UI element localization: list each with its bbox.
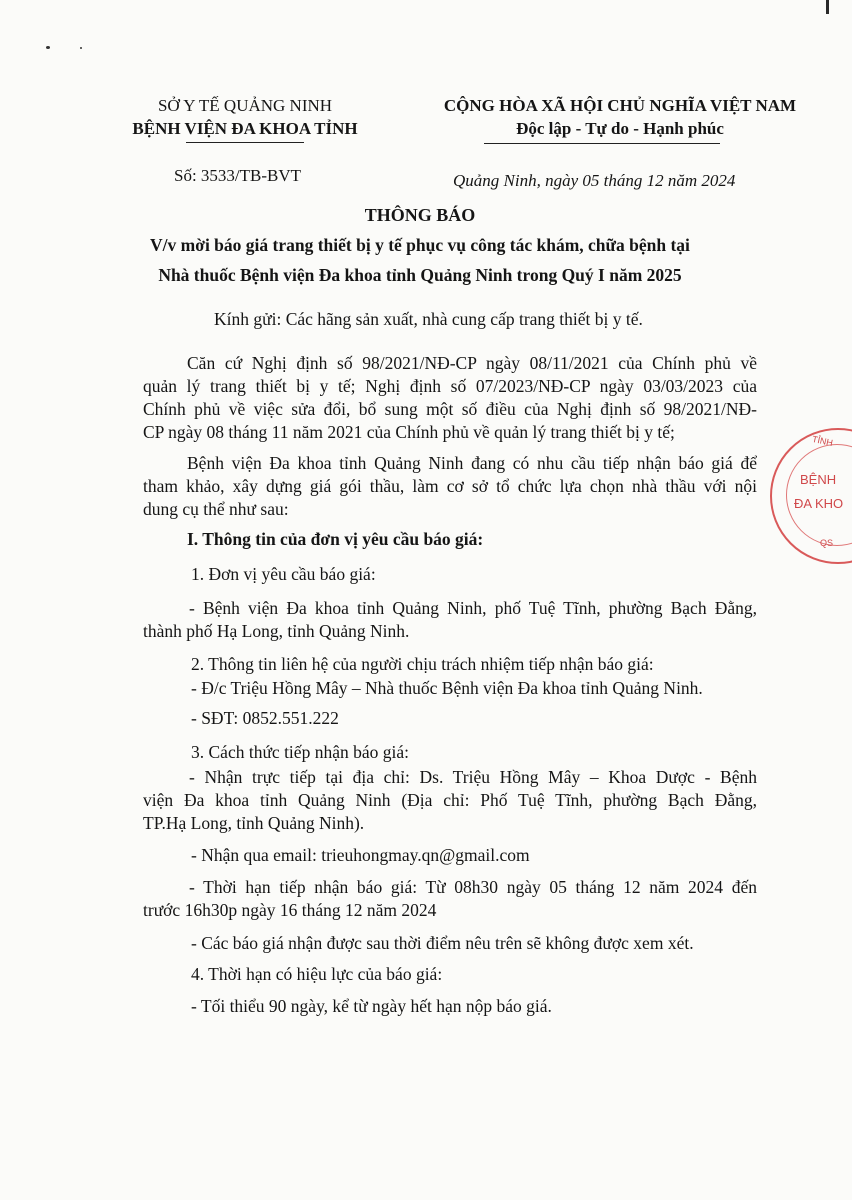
paragraph-line: Bệnh viện Đa khoa tỉnh Quảng Ninh đang có nhu cầu tiếp nhận báo giá để — [187, 453, 757, 473]
paragraph-line: trước 16h30p ngày 16 tháng 12 năm 2024 — [143, 900, 437, 920]
nation-line-1: CỘNG HÒA XÃ HỘI CHỦ NGHĨA VIỆT NAM — [443, 96, 797, 115]
recipient-line: Kính gửi: Các hãng sản xuất, nhà cung cấp trang thiết bị y tế. — [214, 309, 643, 329]
paragraph-line: dung cụ thể như sau: — [143, 499, 289, 519]
paragraph-line: thành phố Hạ Long, tỉnh Quảng Ninh. — [143, 621, 410, 641]
request-paragraph — [143, 452, 757, 521]
seal-inner-ring — [786, 444, 852, 546]
paragraph-line: viện Đa khoa tỉnh Quảng Ninh (Địa chỉ: Phố Tuệ Tĩnh, phường Bạch Đằng, — [143, 790, 757, 810]
org-line-1: SỞ Y TẾ QUẢNG NINH — [157, 96, 333, 115]
item-1-heading: 1. Đơn vị yêu cầu báo giá: — [191, 564, 376, 584]
document-title: THÔNG BÁO — [364, 205, 476, 225]
official-seal — [770, 428, 852, 564]
seal-text-1: BỆNH — [800, 472, 837, 487]
seal-rim-top: TỈNH — [811, 433, 834, 449]
paragraph-line: Chính phủ về việc sửa đổi, bổ sung một số điều của Nghị định số 98/2021/NĐ- — [143, 399, 757, 419]
scan-speck — [80, 47, 82, 49]
org-underline — [186, 142, 304, 143]
national-motto — [400, 94, 840, 140]
nation-line-2: Độc lập - Tự do - Hạnh phúc — [516, 119, 724, 138]
subject-line-2: Nhà thuốc Bệnh viện Đa khoa tỉnh Quảng Ninh trong Quý I năm 2025 — [158, 265, 682, 285]
item-3-heading: 3. Cách thức tiếp nhận báo giá: — [191, 742, 409, 762]
paragraph-line: - Thời hạn tiếp nhận báo giá: Từ 08h30 ngày 05 tháng 12 năm 2024 đến — [189, 877, 757, 897]
paragraph-line: TP.Hạ Long, tỉnh Quảng Ninh). — [143, 813, 365, 833]
item-3-direct — [143, 766, 757, 835]
legal-basis-paragraph — [143, 352, 757, 444]
item-2-heading: 2. Thông tin liên hệ của người chịu trách nhiệm tiếp nhận báo giá: — [191, 654, 654, 674]
issuing-organization — [110, 94, 380, 140]
paragraph-line: - Nhận trực tiếp tại địa chỉ: Ds. Triệu Hồng Mây – Khoa Dược - Bệnh — [189, 767, 757, 787]
paragraph-line: quản lý trang thiết bị y tế; Nghị định số 07/2023/NĐ-CP ngày 03/03/2023 của — [143, 376, 757, 396]
item-1-detail — [143, 597, 757, 643]
org-line-2: BỆNH VIỆN ĐA KHOA TỈNH — [132, 119, 358, 138]
paragraph-line: - Bệnh viện Đa khoa tỉnh Quảng Ninh, phố Tuệ Tĩnh, phường Bạch Đằng, — [189, 598, 757, 618]
place-and-date: Quảng Ninh, ngày 05 tháng 12 năm 2024 — [453, 171, 736, 190]
seal-rim-bottom: QS — [820, 538, 834, 548]
scan-speck — [46, 46, 50, 49]
item-4-detail: - Tối thiểu 90 ngày, kể từ ngày hết hạn nộp báo giá. — [191, 996, 552, 1016]
item-3-deadline — [143, 876, 757, 922]
item-3-note: - Các báo giá nhận được sau thời điểm nêu trên sẽ không được xem xét. — [191, 933, 694, 953]
paragraph-line: tham khảo, xây dựng giá gói thầu, làm cơ sở tổ chức lựa chọn nhà thầu với nội — [143, 476, 757, 496]
document-number: Số: 3533/TB-BVT — [174, 166, 302, 185]
motto-underline — [484, 143, 720, 144]
paragraph-line: CP ngày 08 tháng 11 năm 2021 của Chính phủ về quản lý trang thiết bị y tế; — [143, 422, 675, 442]
item-2-phone: - SĐT: 0852.551.222 — [191, 708, 339, 728]
item-2-contact: - Đ/c Triệu Hồng Mây – Nhà thuốc Bệnh viện Đa khoa tỉnh Quảng Ninh. — [191, 678, 703, 698]
seal-text-2: ĐA KHO — [794, 496, 844, 511]
item-3-email: - Nhận qua email: trieuhongmay.qn@gmail.com — [191, 845, 530, 865]
scan-edge-mark — [826, 0, 829, 14]
paragraph-line: Căn cứ Nghị định số 98/2021/NĐ-CP ngày 08/11/2021 của Chính phủ về — [187, 353, 757, 373]
item-4-heading: 4. Thời hạn có hiệu lực của báo giá: — [191, 964, 443, 984]
section-1-heading: I. Thông tin của đơn vị yêu cầu báo giá: — [187, 529, 484, 549]
subject-line-1: V/v mời báo giá trang thiết bị y tế phục vụ công tác khám, chữa bệnh tại — [150, 235, 690, 255]
